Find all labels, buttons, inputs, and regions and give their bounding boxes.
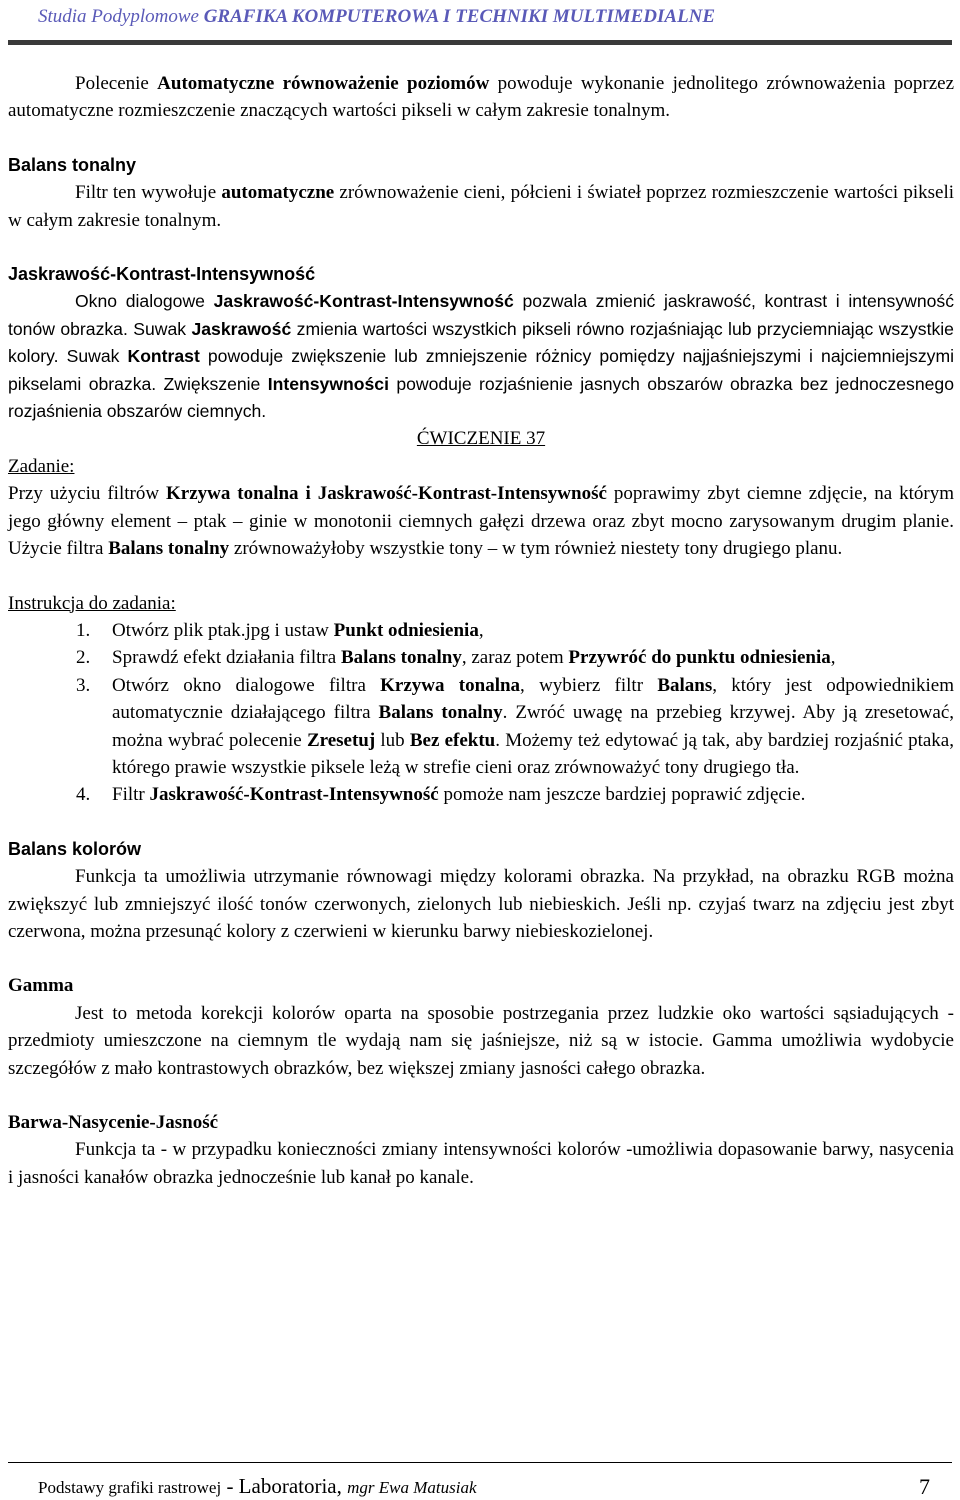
text: Filtr: [112, 784, 150, 806]
task-label-text: Zadanie:: [8, 455, 75, 477]
term: Balans: [657, 674, 713, 696]
list-item: [8, 672, 954, 782]
exercise-title: [8, 425, 954, 452]
term: Przywróć do punktu odniesienia: [568, 647, 831, 669]
term: automatyczne: [221, 182, 335, 204]
text: . Zwróć uwagę na przebieg krzywej. Aby ją zresetować, można wybrać polecenie: [112, 702, 954, 751]
page-header: [8, 0, 952, 46]
list-number: 3.: [76, 674, 91, 696]
text: Suwak: [66, 346, 128, 367]
instruction-list: [8, 617, 954, 809]
gamma-paragraph: Jest to metoda korekcji kolorów oparta na sposobie postrzegania przez ludzkie oko wartości sąsiadujących - przedmioty umieszczone na ciemnym tle wydają nam się jaśniejsze, niż są w istocie. Gamma umożliwia wydobycie szczegółów z mało kontrastowych obrazków, bez większej zmiany jasności całego obrazka.: [8, 1002, 954, 1079]
bnj-paragraph: Funkcja ta - w przypadku konieczności zmiany intensywności kolorów -umożliwia dopasowanie barwy, nasycenia i jasności kanałów obrazka jednocześnie lub kanał po kanale.: [8, 1139, 954, 1188]
intro-paragraph: [8, 70, 954, 125]
text: , który jest odpowiednikiem automatycznie działającego filtra: [112, 674, 955, 724]
text: zrównoważenie cieni, półcieni i świateł poprzez rozmieszczenie wartości pikseli w całym zakresie tonalnym.: [8, 182, 954, 231]
term: Balans tonalny: [108, 538, 230, 560]
list-number: 4.: [76, 784, 91, 806]
term: Jaskrawość-Kontrast-Intensywność: [149, 784, 439, 806]
term: Balans tonalny: [378, 702, 503, 724]
text: , zaraz potem: [461, 647, 569, 669]
instruction-label-text: Instrukcja do zadania:: [8, 592, 176, 614]
section-title-gamma: Gamma: [8, 975, 74, 997]
term: Intensywności: [267, 373, 389, 394]
spacer: [8, 563, 954, 590]
balans-kolorow-paragraph: Funkcja ta umożliwia utrzymanie równowagi między kolorami obrazka. Na przykład, na obrazku RGB można zwiększyć lub zmniejszyć ilość tonów czerwonych, zielonych lub niebieskich. Jeśli np. czyjaś twarz na zdjęciu jest zbyt czerwona, można przesunąć kolory z czerwieni w kierunku barwy niebieskozielonej.: [8, 866, 954, 942]
text: . Możemy też edytować ją tak, aby bardziej rozjaśnić ptaka, którego prawie wszystkie piksele leżą w strefie cieni oraz zrównoważyć tony drugiego tła.: [112, 729, 954, 778]
text: pomoże nam jeszcze bardziej poprawić zdjęcie.: [438, 784, 806, 806]
text: Otwórz okno dialogowe filtra: [112, 674, 381, 696]
footer-info: [38, 1474, 477, 1499]
text: powoduje rozjaśnienie jasnych obszarów obrazka bez jednoczesnego rozjaśnienia obszarów ciemnych.: [8, 373, 954, 422]
text: pozwala zmienić jaskrawość, kontrast i intensywność tonów obrazka.: [8, 291, 954, 339]
spacer: [8, 125, 954, 152]
text: Przy użyciu filtrów: [8, 483, 166, 505]
term: Kontrast: [127, 346, 200, 367]
text: powoduje wykonanie jednolitego zrównoważenia poprzez automatyczne rozmieszczenie znaczących wartości pikseli w całym zakresie tonalnym.: [8, 73, 954, 122]
text: Otwórz plik ptak.jpg i ustaw: [112, 619, 334, 641]
text: ,: [830, 647, 836, 669]
spacer: [8, 945, 954, 972]
list-number: 2.: [76, 647, 91, 669]
text: Suwak: [133, 318, 192, 339]
term: Zresetuj: [306, 729, 376, 751]
term: Jaskrawość: [191, 318, 292, 339]
section-title-bnj: Barwa-Nasycenie-Jasność: [8, 1112, 219, 1133]
spacer: [8, 234, 954, 261]
text: , wybierz filtr: [520, 674, 658, 696]
footer-author: mgr Ewa Matusiak: [347, 1478, 477, 1497]
term: Krzywa tonalna i Jaskrawość-Kontrast-Intensywność: [166, 483, 607, 505]
header-program: GRAFIKA KOMPUTEROWA I TECHNIKI MULTIMEDIALNE: [203, 6, 716, 27]
page-number: 7: [919, 1474, 930, 1499]
text: poprawimy zbyt ciemne zdjęcie, na którym jego główny element – ptak – ginie w monotonii ciemnych gałęzi drzewa oraz zbyt mocno zarysowanym drugim planie. Użycie filtra: [8, 483, 955, 560]
section-title-jki: Jaskrawość-Kontrast-Intensywność: [8, 264, 316, 285]
term: Punkt odniesienia: [333, 619, 479, 641]
list-item: [8, 644, 954, 671]
header-title: [38, 6, 715, 28]
footer-course: Podstawy grafiki rastrowej: [38, 1478, 222, 1497]
text: lub: [375, 729, 410, 751]
term: Krzywa tonalna: [380, 674, 521, 696]
spacer: [8, 809, 954, 836]
list-item: [8, 617, 954, 644]
list-item: [8, 781, 954, 808]
list-number: 1.: [76, 619, 91, 641]
section-title-balans-tonalny: Balans tonalny: [8, 154, 137, 175]
footer-lab: - Laboratoria,: [221, 1474, 348, 1498]
text: zrównoważyłoby wszystkie tony – w tym również niestety tony drugiego planu.: [229, 538, 843, 560]
term: Jaskrawość-Kontrast-Intensywność: [213, 291, 514, 312]
instruction-label: [8, 590, 954, 617]
task-label: [8, 453, 954, 480]
jki-paragraph: [8, 288, 954, 425]
task-paragraph: [8, 480, 954, 562]
text: Zwiększenie: [163, 373, 268, 394]
text: powoduje zwiększenie lub zmniejszenie różnicy pomiędzy najjaśniejszymi i najciemniejszymi pikselami obrazka.: [8, 346, 955, 394]
term: Bez efektu: [409, 729, 496, 751]
text: Polecenie: [75, 73, 158, 94]
text: ,: [478, 619, 484, 641]
balans-tonalny-paragraph: [8, 179, 954, 234]
text: zmienia wartości wszystkich pikseli równo rozjaśniając lub przyciemniając wszystkie kolory.: [8, 318, 954, 367]
page-body: [8, 70, 954, 1191]
section-title-balans-kolorow: Balans kolorów: [8, 838, 142, 859]
page-footer: [8, 1462, 952, 1499]
term: Balans tonalny: [340, 647, 462, 669]
text: Sprawdź efekt działania filtra: [112, 647, 341, 669]
spacer: [8, 1082, 954, 1109]
footer-rule: [8, 1462, 952, 1463]
exercise-title-text: ĆWICZENIE 37: [416, 428, 546, 450]
term: Automatyczne równoważenie poziomów: [157, 73, 490, 94]
text: Filtr ten wywołuje: [75, 182, 222, 204]
header-prefix: Studia Podyplomowe: [38, 6, 204, 27]
header-rule: [8, 40, 952, 45]
text: Okno dialogowe: [75, 291, 214, 312]
